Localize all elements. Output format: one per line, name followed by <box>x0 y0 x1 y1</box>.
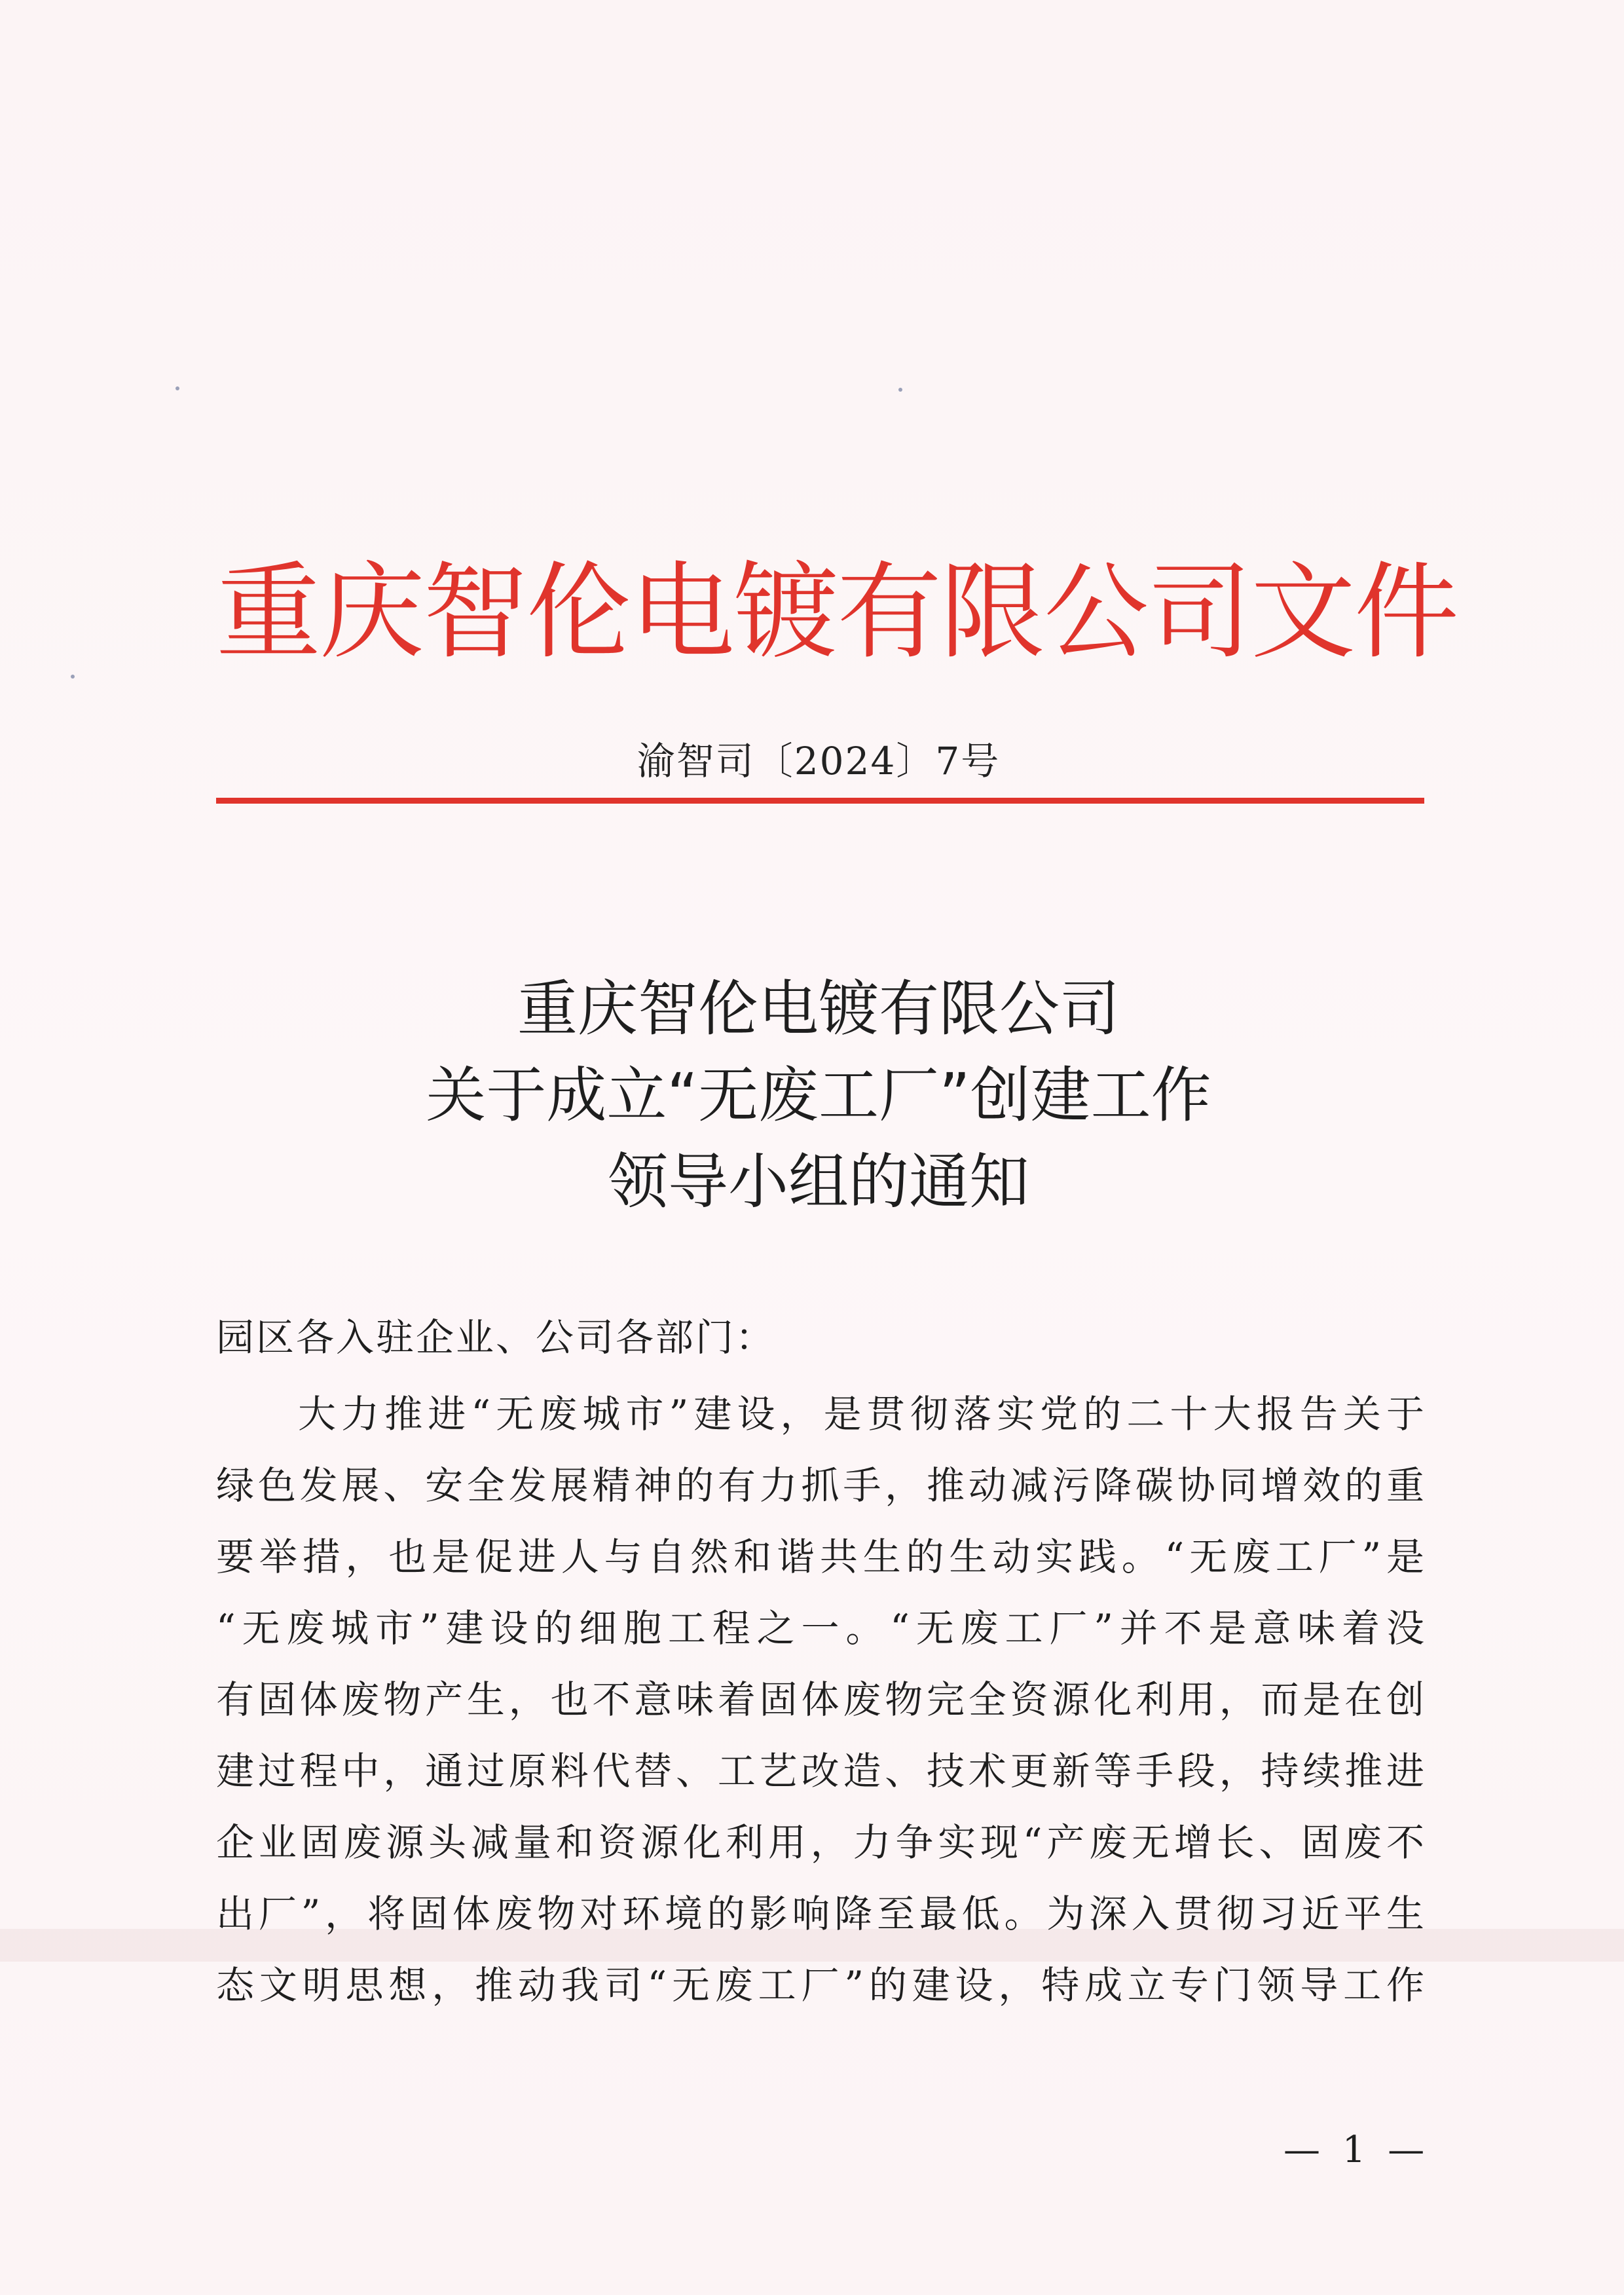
red-divider-line <box>216 798 1424 804</box>
body-paragraph <box>216 1379 1424 2021</box>
salutation: 园区各入驻企业、公司各部门： <box>216 1315 776 1360</box>
body-line: 有固体废物产生，也不意味着固体废物完全资源化利用，而是在创 <box>216 1677 1424 1722</box>
document-number: 渝智司〔2024〕7号 <box>637 739 1001 783</box>
body-line: 大力推进“无废城市”建设，是贯彻落实党的二十大报告关于 <box>298 1392 1424 1436</box>
notice-title <box>216 966 1421 1225</box>
scan-speck <box>71 675 75 679</box>
body-line: 要举措，也是促进人与自然和谐共生的生动实践。“无废工厂”是 <box>216 1535 1424 1579</box>
scan-speck <box>175 386 179 390</box>
scan-speck <box>898 388 902 392</box>
notice-title-line: 关于成立“无废工厂”创建工作 <box>426 1060 1211 1130</box>
body-line: 绿色发展、安全发展精神的有力抓手，推动减污降碳协同增效的重 <box>216 1463 1424 1508</box>
company-file-title: 重庆智伦电镀有限公司文件 <box>216 551 1458 673</box>
body-line: 企业固废源头减量和资源化利用，力争实现“产废无增长、固废不 <box>216 1820 1424 1865</box>
body-line: “无废城市”建设的细胞工程之一。“无废工厂”并不是意味着没 <box>216 1606 1424 1651</box>
notice-title-line: 重庆智伦电镀有限公司 <box>517 974 1120 1044</box>
body-line: 建过程中，通过原料代替、工艺改造、技术更新等手段，持续推进 <box>216 1749 1424 1793</box>
notice-title-line: 领导小组的通知 <box>607 1147 1029 1217</box>
page-number: — 1 — <box>1283 2129 1430 2171</box>
body-line: 态文明思想，推动我司“无废工厂”的建设，特成立专门领导工作 <box>216 1963 1424 2007</box>
body-line: 出厂”，将固体废物对环境的影响降至最低。为深入贯彻习近平生 <box>216 1892 1424 1936</box>
